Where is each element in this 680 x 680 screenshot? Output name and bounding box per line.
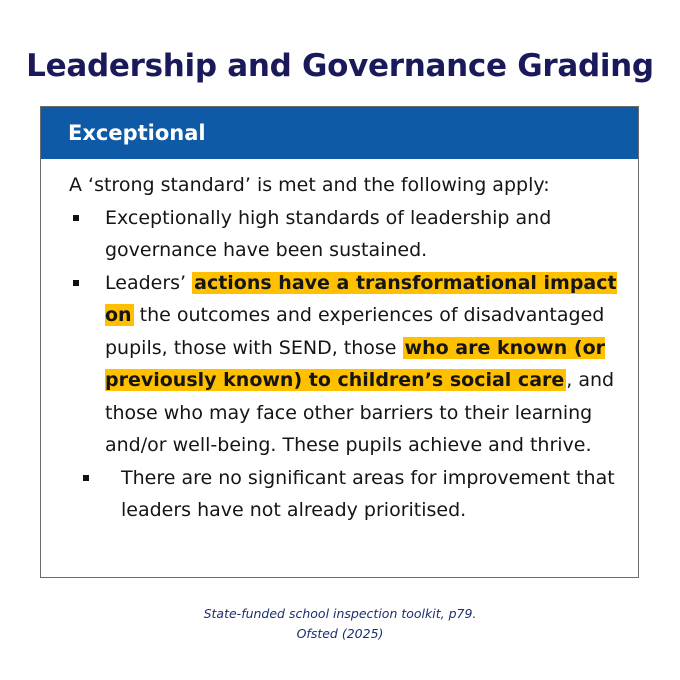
intro-text: A ‘strong standard’ is met and the following apply: [69,174,550,196]
list-item [69,202,618,267]
list-item [69,462,618,527]
citation-source: State-funded school inspection toolkit, p79. [203,606,477,621]
card-body [41,159,638,527]
bullet-text-part: Leaders’ [105,271,193,294]
grading-card [40,106,639,578]
bullet-text-part: , and those who may face other barriers to their learning and/or well-being. These pupils achieve and thrive. [105,369,615,456]
square-bullet-icon [73,215,79,221]
bullet-text-part: the outcomes and experiences of disadvantaged pupils, those with SEND, those [105,304,605,359]
list-item [69,267,618,462]
citation-author: Ofsted (2025) [296,626,384,641]
card-header: Exceptional [41,107,638,159]
highlighted-text: actions have a transformational impact on [105,271,617,326]
bullet-text: There are no significant areas for improvement that leaders have not already prioritised. [121,466,615,521]
highlighted-text: who are known (or previously known) to children’s social care [105,336,605,391]
criteria-list [69,202,618,527]
square-bullet-icon [73,280,79,286]
square-bullet-icon [83,475,89,481]
page-title: Leadership and Governance Grading [26,48,654,84]
bullet-text: Exceptionally high standards of leadership and governance have been sustained. [105,206,552,261]
